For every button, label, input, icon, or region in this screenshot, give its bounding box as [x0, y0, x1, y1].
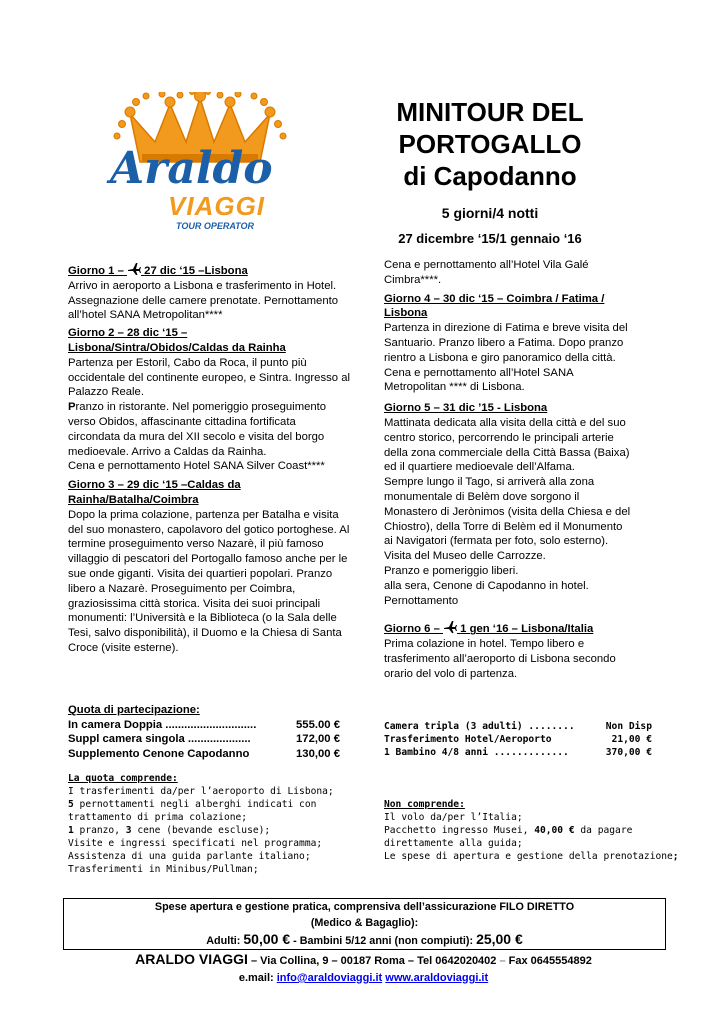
day-4-text: Partenza in direzione di Fatima e breve visita del Santuario. Pranzo libero a Fatima. Dopo pranzo rientro a Lisbona e giro panoramico della città. Cena e pernottamento all’Hotel SANA Metropolitan **** di Lisbona.	[384, 322, 628, 394]
included-item: 5 pernottamenti negli alberghi indicati con	[68, 799, 317, 810]
day-3	[68, 478, 350, 656]
day-2-text-3: Cena e pernottamento Hotel SANA Silver Coast****	[68, 460, 325, 473]
quota-title: Quota di partecipazione:	[68, 704, 200, 716]
day-2	[68, 326, 350, 474]
fees-box	[63, 898, 666, 950]
title-line-1: MINITOUR DEL	[396, 97, 584, 127]
subtitle: 5 giorni/4 notti	[441, 205, 539, 221]
day-5-text-4: alla sera, Cenone di Capodanno in hotel.	[384, 579, 589, 592]
day-6	[384, 620, 634, 681]
day-5-text-2: Sempre lungo il Tago, si arriverà alla zona monumentale di Belèm dove sorgono il Monastero di Jerònimos (visita della Chiesa e del Chiostro), della Torre di Belèm ed il Monumento ai Navigatori (fermata per foto, solo esterno). Visita del Museo delle Carrozze.	[384, 476, 631, 563]
quota-right-row: Camera tripla (3 adulti) ........ Non Disp	[384, 721, 652, 732]
day-6-text: Prima colazione in hotel. Tempo libero e trasferimento all’aeroporto di Lisbona secondo orario del volo di partenza.	[384, 638, 616, 680]
included-section	[68, 772, 368, 876]
quota-section	[68, 703, 340, 761]
day-3-cont-text: Cena e pernottamento all’Hotel Vila Galé Cimbra****.	[384, 259, 589, 286]
footer-contacts: e.mail: info@araldoviaggi.it www.araldoviaggi.it	[238, 972, 489, 984]
included-item: 1 pranzo, 3 cene (bevande escluse);	[68, 825, 271, 836]
included-item: Trasferimenti in Minibus/Pullman;	[68, 864, 259, 875]
quota-row: In camera Doppia ............................. 555.00 €	[68, 718, 340, 731]
quota-right-row: Trasferimento Hotel/Aeroporto 21,00 €	[384, 734, 652, 745]
page-title	[340, 96, 640, 192]
not-included-item: Le spese di apertura e gestione della prenotazione;	[384, 851, 679, 862]
footer	[63, 950, 664, 986]
email-link[interactable]: info@araldoviaggi.it	[276, 972, 383, 984]
day-6-heading: Giorno 6 – 1 gen ‘16 – Lisbona/Italia	[384, 620, 634, 637]
fees-line-1: Spese apertura e gestione pratica, comprensiva dell’assicurazione FILO DIRETTO	[154, 901, 575, 913]
day-5	[384, 401, 634, 608]
title-line-2: PORTOGALLO	[398, 129, 582, 159]
day-4-heading: Giorno 4 – 30 dic ‘15 – Coimbra / Fatima / Lisbona	[384, 292, 605, 320]
airplane-icon	[443, 620, 457, 634]
not-included-section	[384, 798, 679, 863]
day-2-text-1: Partenza per Estoril, Cabo da Roca, il punto più occidentale del continente europeo, e Sintra. Ingresso al Palazzo Reale.	[68, 356, 350, 399]
araldo-viaggi-logo	[100, 92, 290, 242]
tour-dates: 27 dicembre ‘15/1 gennaio ‘16	[398, 231, 582, 246]
airplane-icon	[127, 262, 141, 276]
day-1-text: Arrivo in aeroporto a Lisbona e trasferimento in Hotel. Assegnazione delle camere prenotate. Pernottamento all’hotel SANA Metropolitan****	[68, 279, 339, 322]
day-3-heading: Giorno 3 – 29 dic ‘15 –Caldas da Rainha/Batalha/Coimbra	[68, 479, 241, 506]
not-included-item: Pacchetto ingresso Musei, 40,00 € da pagare	[384, 825, 633, 836]
quota-right-section	[384, 720, 652, 759]
day-5-text-3: Pranzo e pomeriggio liberi.	[384, 564, 519, 577]
right-column	[384, 258, 634, 685]
included-item: trattamento di prima colazione;	[68, 812, 248, 823]
day-1-heading: Giorno 1 – 27 dic ‘15 –Lisbona	[68, 262, 350, 279]
not-included-item: direttamente alla guida;	[384, 838, 523, 849]
left-column	[68, 262, 350, 659]
day-3-continued	[384, 258, 634, 288]
logo-tagline: TOUR OPERATOR	[176, 221, 255, 231]
day-4	[384, 292, 634, 396]
not-included-title: Non comprende:	[384, 799, 465, 810]
quota-row: Supplemento Cenone Capodanno 130,00 €	[68, 747, 340, 760]
fees-line-2: (Medico & Bagaglio):	[310, 917, 419, 929]
included-item: I trasferimenti da/per l’aeroporto di Lisbona;	[68, 786, 334, 797]
not-included-item: Il volo da/per l’Italia;	[384, 812, 523, 823]
logo-brand: Araldo	[110, 143, 273, 194]
company-name: ARALDO VIAGGI	[135, 951, 248, 967]
day-2-text-2: Pranzo in ristorante. Nel pomeriggio proseguimento verso Obidos, affascinante cittadina fortificata circondata da mura del XII secolo e visita del borgo medioevale. Arrivo a Caldas da Rainha.	[68, 401, 327, 458]
day-2-heading: Giorno 2 – 28 dic ‘15 – Lisbona/Sintra/Obidos/Caldas da Rainha	[68, 327, 286, 354]
day-1	[68, 262, 350, 323]
day-5-text-5: Pernottamento	[384, 594, 459, 607]
day-3-text: Dopo la prima colazione, partenza per Batalha e visita del suo monastero, capolavoro del gotico portoghese. Al termine proseguimento verso Nazarè, il più famoso villaggio di pescatori del Portogallo famoso anche per le sue onde giganti. Visita dei quartieri popolari. Pranzo libero a Nazarè. Proseguimento per Coimbra, graziosissima città storica. Visita dei suoi principali monumenti: l’Università e la Biblioteca (o la Sala delle Tesi, salvo disponibilità), il Duomo e la Chiesa di Santa Croce (visite esterne).	[68, 508, 350, 654]
footer-address: ARALDO VIAGGI – Via Collina, 9 – 00187 Roma – Tel 0642020402 – Fax 0645554892	[135, 951, 592, 967]
fees-line-3: Adulti: 50,00 € - Bambini 5/12 anni (non compiuti): 25,00 €	[206, 931, 523, 947]
day-5-heading: Giorno 5 – 31 dic ’15 - Lisbona	[384, 402, 548, 415]
website-link[interactable]: www.araldoviaggi.it	[385, 972, 489, 984]
included-item: Assistenza di una guida parlante italiano;	[68, 851, 311, 862]
included-item: Visite e ingressi specificati nel programma;	[68, 838, 323, 849]
day-5-text-1: Mattinata dedicata alla visita della città e del suo centro storico, percorrendo le principali arterie della zona commerciale della Città Bassa (Baixa) ed il quartiere medioevale dell’Alfama.	[384, 416, 630, 474]
logo-sub: VIAGGI	[168, 191, 266, 221]
quota-row: Suppl camera singola .................... 172,00 €	[68, 733, 340, 745]
included-title: La quota comprende:	[68, 773, 178, 784]
quota-right-row: 1 Bambino 4/8 anni ............. 370,00 €	[384, 747, 652, 758]
title-line-3: di Capodanno	[403, 161, 577, 191]
